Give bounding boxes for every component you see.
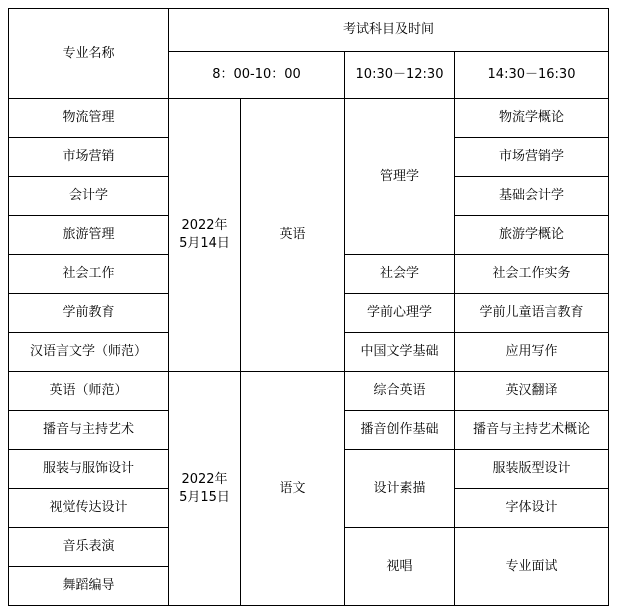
header-time-slot-2: 10:30－12:30 [345, 52, 455, 99]
subject-slot2-shichang: 视唱 [345, 528, 455, 606]
subject-slot3-cell: 旅游学概论 [455, 216, 609, 255]
subject-slot3-cell: 播音与主持艺术概论 [455, 411, 609, 450]
exam-date-day2 [169, 372, 241, 606]
header-time-slot-1: 8：00-10：00 [169, 52, 345, 99]
major-name-cell: 服装与服饰设计 [9, 450, 169, 489]
exam-date-day1-line2: 5月14日 [179, 236, 230, 251]
subject-slot2-guanlixue: 管理学 [345, 99, 455, 255]
subject-slot3-cell: 字体设计 [455, 489, 609, 528]
table-row [9, 99, 609, 138]
major-name-cell: 汉语言文学（师范） [9, 333, 169, 372]
subject-slot3-cell: 学前儿童语言教育 [455, 294, 609, 333]
subject-slot2-zonghe-yingyu: 综合英语 [345, 372, 455, 411]
subject-language-day1: 英语 [241, 99, 345, 372]
header-major-name: 专业名称 [9, 9, 169, 99]
subject-slot3-cell: 服装版型设计 [455, 450, 609, 489]
major-name-cell: 英语（师范） [9, 372, 169, 411]
exam-date-day2-line1: 2022年 [181, 471, 228, 487]
major-name-cell: 旅游管理 [9, 216, 169, 255]
subject-slot2-xueqian-xinlixue: 学前心理学 [345, 294, 455, 333]
table-row [9, 372, 609, 411]
header-exam-subjects-time: 考试科目及时间 [169, 9, 609, 52]
major-name-cell: 音乐表演 [9, 528, 169, 567]
subject-language-day2: 语文 [241, 372, 345, 606]
major-name-cell: 播音与主持艺术 [9, 411, 169, 450]
subject-slot3-cell: 英汉翻译 [455, 372, 609, 411]
exam-date-day2-line2: 5月15日 [179, 489, 230, 505]
exam-schedule-table [8, 8, 609, 606]
major-name-cell: 学前教育 [9, 294, 169, 333]
subject-slot3-cell: 基础会计学 [455, 177, 609, 216]
document-page [0, 8, 619, 594]
subject-slot2-shehuixue: 社会学 [345, 255, 455, 294]
major-name-cell: 视觉传达设计 [9, 489, 169, 528]
subject-slot2-sheji-sumiao: 设计素描 [345, 450, 455, 528]
exam-date-day1-line1: 2022年 [181, 218, 228, 234]
major-name-cell: 会计学 [9, 177, 169, 216]
major-name-cell: 市场营销 [9, 138, 169, 177]
subject-slot3-cell: 专业面试 [455, 528, 609, 606]
subject-slot3-cell: 物流学概论 [455, 99, 609, 138]
subject-slot3-cell: 市场营销学 [455, 138, 609, 177]
major-name-cell: 舞蹈编导 [9, 567, 169, 606]
major-name-cell: 物流管理 [9, 99, 169, 138]
header-time-slot-3: 14:30－16:30 [455, 52, 609, 99]
table-header-row-top [9, 9, 609, 52]
exam-date-day1 [169, 99, 241, 372]
subject-slot3-cell: 应用写作 [455, 333, 609, 372]
subject-slot2-boyin-chuangzuo: 播音创作基础 [345, 411, 455, 450]
subject-slot3-cell: 社会工作实务 [455, 255, 609, 294]
major-name-cell: 社会工作 [9, 255, 169, 294]
subject-slot2-zhongguo-wenxue: 中国文学基础 [345, 333, 455, 372]
